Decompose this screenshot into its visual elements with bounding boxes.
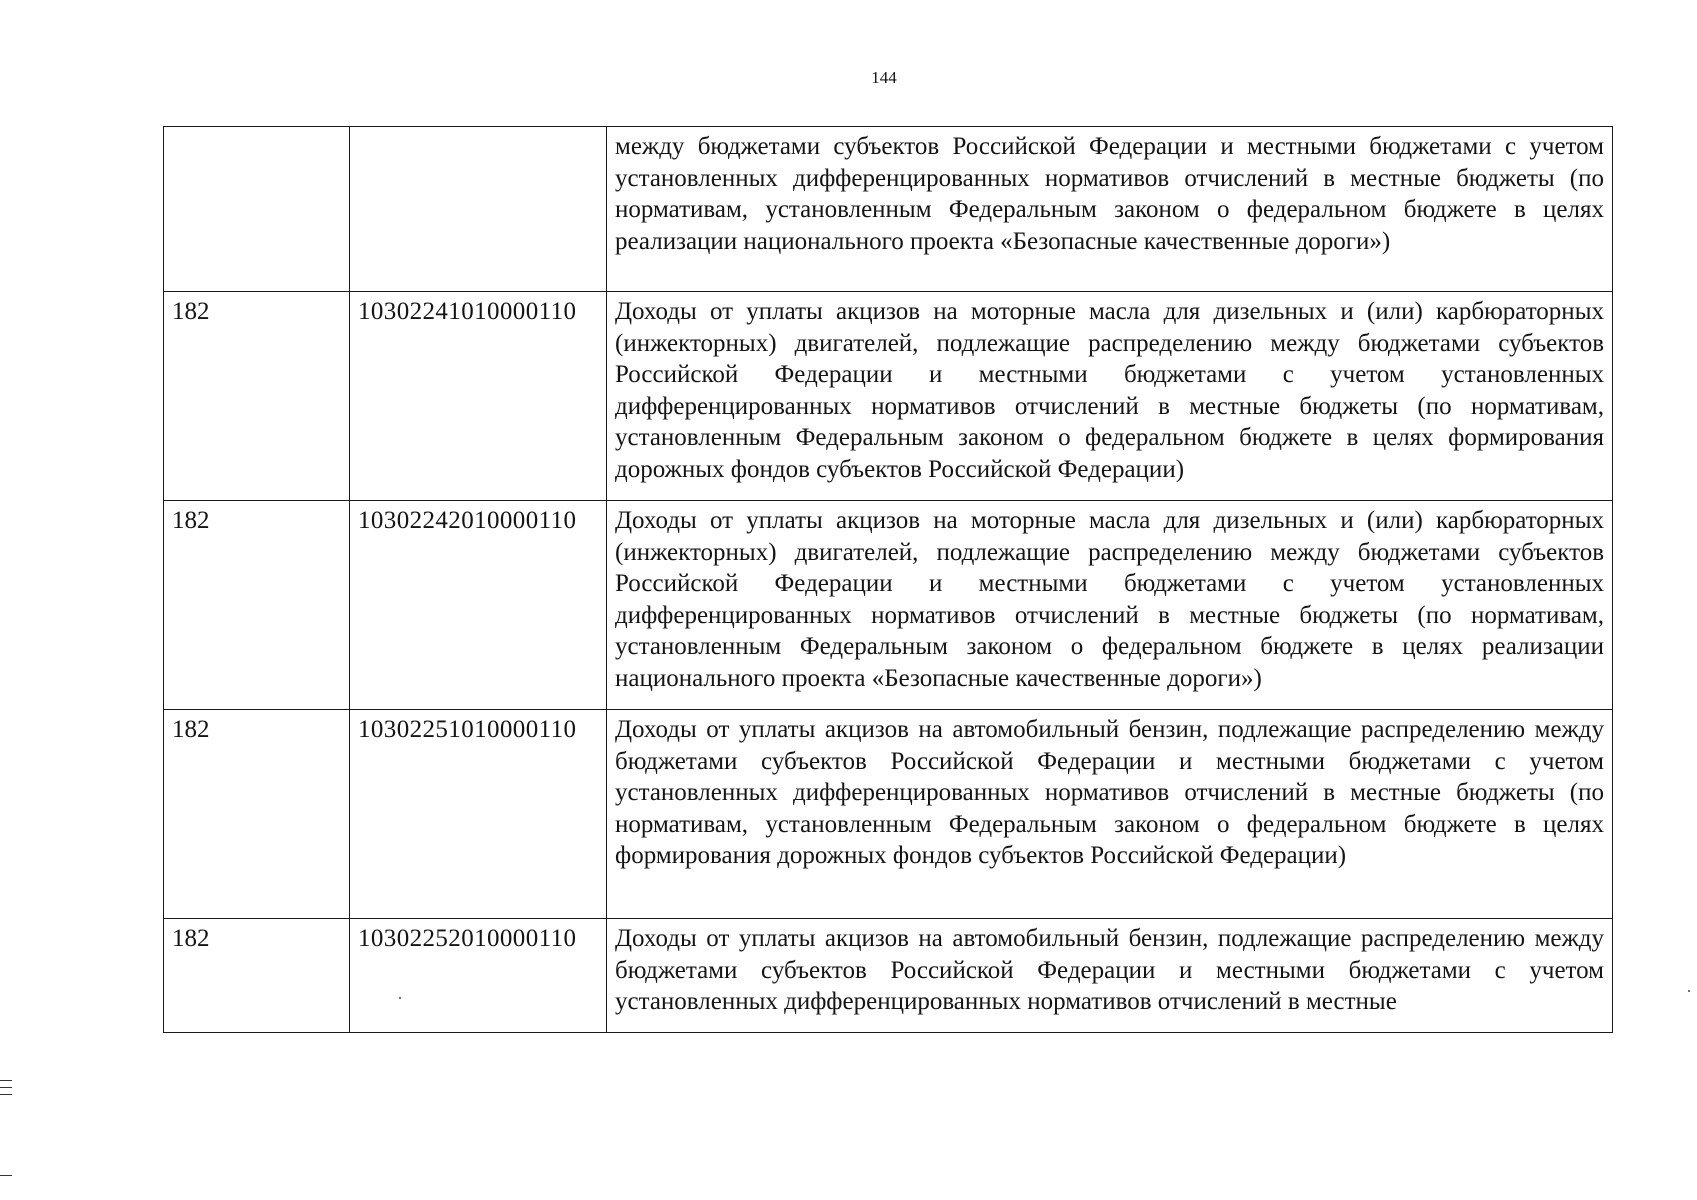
margin-mark [0, 1094, 12, 1095]
scan-speck [1688, 990, 1690, 992]
kbk-code-cell [350, 127, 607, 292]
admin-code-cell [164, 127, 350, 292]
table-row [164, 710, 1613, 919]
margin-mark [0, 1080, 12, 1081]
admin-code-cell: 182 [164, 919, 350, 1033]
kbk-code-cell: 10302241010000110 [350, 292, 607, 501]
kbk-code-cell: 10302242010000110 [350, 501, 607, 710]
table-row [164, 127, 1613, 292]
description-cell: Доходы от уплаты акцизов на автомобильный бензин, подлежащие распределению между бюджетами субъектов Российской Федерации и местными бюджетами с учетом установленных дифференцированных нормативов отчислений в местные [607, 919, 1613, 1033]
admin-code-cell: 182 [164, 501, 350, 710]
table-row [164, 292, 1613, 501]
description-cell: Доходы от уплаты акцизов на моторные масла для дизельных и (или) карбюраторных (инжекторных) двигателей, подлежащие распределению между бюджетами субъектов Российской Федерации и местными бюджетами с учетом установленных дифференцированных нормативов отчислений в местные бюджеты (по нормативам, установленным Федеральным законом о федеральном бюджете в целях формирования дорожных фондов субъектов Российской Федерации) [607, 292, 1613, 501]
admin-code-cell: 182 [164, 292, 350, 501]
margin-mark [0, 1087, 12, 1088]
revenue-codes-table [163, 126, 1613, 1033]
kbk-code-cell: 10302251010000110 [350, 710, 607, 919]
description-cell: между бюджетами субъектов Российской Федерации и местными бюджетами с учетом установленных дифференцированных нормативов отчислений в местные бюджеты (по нормативам, установленным Федеральным законом о федеральном бюджете в целях реализации национального проекта «Безопасные качественные дороги») [607, 127, 1613, 292]
margin-mark [0, 1175, 12, 1176]
description-cell: Доходы от уплаты акцизов на автомобильный бензин, подлежащие распределению между бюджетами субъектов Российской Федерации и местными бюджетами с учетом установленных дифференцированных нормативов отчислений в местные бюджеты (по нормативам, установленным Федеральным законом о федеральном бюджете в целях формирования дорожных фондов субъектов Российской Федерации) [607, 710, 1613, 919]
table-row [164, 919, 1613, 1033]
admin-code-cell: 182 [164, 710, 350, 919]
scan-speck [399, 997, 401, 999]
description-cell: Доходы от уплаты акцизов на моторные масла для дизельных и (или) карбюраторных (инжекторных) двигателей, подлежащие распределению между бюджетами субъектов Российской Федерации и местными бюджетами с учетом установленных дифференцированных нормативов отчислений в местные бюджеты (по нормативам, установленным Федеральным законом о федеральном бюджете в целях реализации национального проекта «Безопасные качественные дороги») [607, 501, 1613, 710]
table-row [164, 501, 1613, 710]
page-number: 144 [871, 68, 897, 87]
kbk-code-cell: 10302252010000110 [350, 919, 607, 1033]
